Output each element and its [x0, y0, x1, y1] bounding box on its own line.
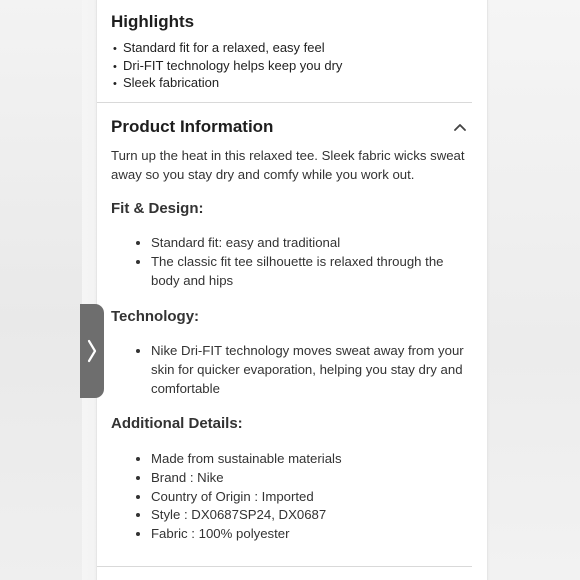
- background-left: [0, 0, 82, 580]
- background-right: [488, 0, 580, 580]
- fit-design-list: [135, 234, 471, 290]
- list-item: • Style : DX0687SP24, DX0687: [151, 506, 471, 525]
- product-information-heading: Product Information: [111, 117, 274, 136]
- section-divider: [97, 566, 472, 567]
- highlights-heading: Highlights: [111, 12, 195, 31]
- highlights-list: [113, 40, 342, 93]
- product-information-header[interactable]: [111, 117, 467, 139]
- highlight-item: • Standard fit for a relaxed, easy feel: [113, 40, 342, 58]
- highlight-item: • Sleek fabrication: [113, 75, 342, 93]
- fit-design-heading: Fit & Design:: [111, 200, 204, 217]
- list-item: • Fabric : 100% polyester: [151, 525, 471, 544]
- chevron-up-icon[interactable]: [453, 121, 467, 133]
- list-item: • Country of Origin : Imported: [151, 488, 471, 507]
- side-expand-tab[interactable]: [80, 304, 104, 398]
- highlight-item: • Dri-FIT technology helps keep you dry: [113, 58, 342, 76]
- list-item: • Nike Dri-FIT technology moves sweat away from your skin for quicker evaporation, helping you stay dry and comfortable: [151, 342, 471, 398]
- additional-details-list: [135, 450, 471, 544]
- list-item: • Made from sustainable materials: [151, 450, 471, 469]
- product-description: Turn up the heat in this relaxed tee. Sleek fabric wicks sweat away so you stay dry and comfy while you work out.: [111, 148, 465, 182]
- section-divider: [97, 102, 472, 103]
- list-item: • Brand : Nike: [151, 469, 471, 488]
- list-item: • The classic fit tee silhouette is relaxed through the body and hips: [151, 253, 471, 291]
- list-item: • Standard fit: easy and traditional: [151, 234, 471, 253]
- chevron-right-icon: [86, 338, 98, 364]
- additional-details-heading: Additional Details:: [111, 415, 243, 432]
- technology-list: [135, 342, 471, 398]
- technology-heading: Technology:: [111, 308, 200, 325]
